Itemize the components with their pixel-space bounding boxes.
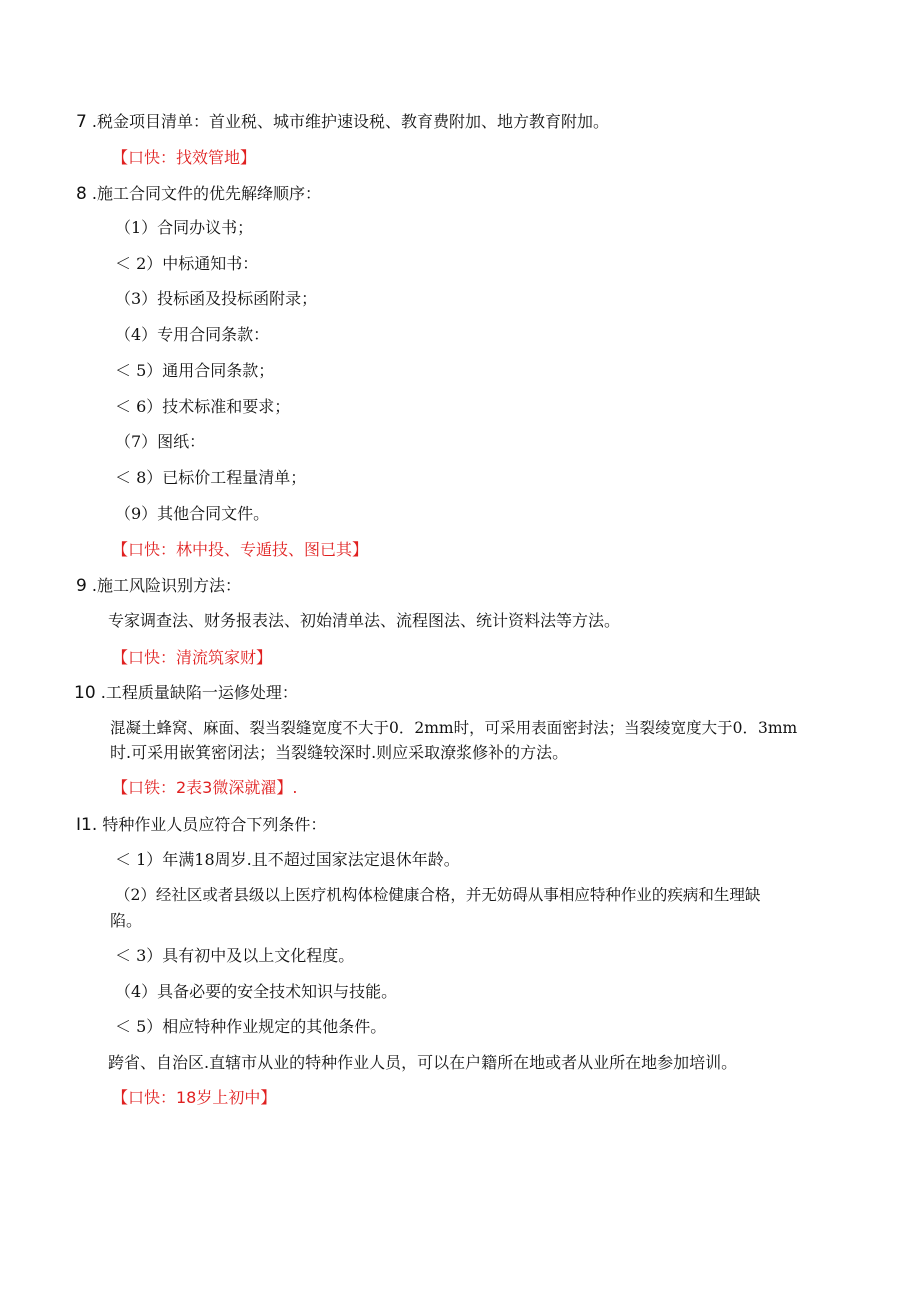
section-10-heading [74, 682, 298, 704]
section-11-body: 跨省、自治区.直辖市从业的特种作业人员，可以在户籍所在地或者从业所在地参加培训。 [108, 1053, 738, 1072]
section-11-item-2: （2）经社区或者县级以上医疗机构体检健康合格，并无妨碍从事相应特种作业的疾病和生理缺 [115, 886, 761, 904]
section-7-title: .税金项目清单：首业税、城市维护速设税、教育费附加、地方教育附加。 [91, 112, 610, 131]
section-10-body-line-2: 时.可采用嵌箕密闭法；当裂缝较深时.则应采取潦浆修补的方法。 [110, 743, 569, 762]
section-8-heading [76, 183, 321, 205]
section-8-mnemonic: 【口快：林中投、专遁技、图已其】 [112, 540, 369, 559]
section-7-heading [76, 111, 609, 133]
section-9-title: .施工风险识别方法： [91, 576, 242, 595]
section-10-mnemonic: 【口铁：2表3微深就濯】. [112, 778, 298, 797]
section-11-title: 特种作业人员应符合下列条件： [102, 815, 327, 834]
section-8-item-5: ＜ 5）通用合同条款； [115, 361, 275, 380]
section-8-item-1: （1）合同办议书； [115, 218, 254, 237]
section-8-item-2: ＜ 2）中标通知书： [115, 254, 259, 273]
section-10-number: 10 [74, 683, 96, 703]
section-7-mnemonic: 【口快：找效管地】 [112, 148, 257, 167]
section-11-mnemonic: 【口快：18岁上初中】 [112, 1088, 277, 1107]
section-7-number: 7 [76, 112, 87, 132]
section-11-item-3: ＜ 3）具有初中及以上文化程度。 [115, 946, 355, 965]
section-8-title: .施工合同文件的优先解绛顺序： [91, 184, 322, 203]
section-11-item-2-cont: 陷。 [110, 911, 143, 930]
section-8-item-3: （3）投标函及投标函附录； [115, 289, 318, 308]
section-11-heading [76, 814, 326, 836]
section-8-item-6: ＜ 6）技术标准和要求； [115, 397, 291, 416]
section-8-item-8: ＜ 8）已标价工程量清单； [115, 468, 307, 487]
section-11-item-5: ＜ 5）相应特种作业规定的其他条件。 [115, 1017, 387, 1036]
section-10-title: .工程质量缺陷一运修处理： [100, 683, 298, 702]
section-8-item-4: （4）专用合同条款： [115, 325, 270, 344]
section-9-mnemonic: 【口快：清流筑家财】 [112, 648, 273, 667]
section-9-heading [76, 575, 241, 597]
section-8-number: 8 [76, 184, 87, 204]
section-11-number: I1. [76, 815, 98, 835]
section-9-body: 专家调查法、财务报表法、初始清单法、流程图法、统计资料法等方法。 [108, 611, 621, 630]
section-8-item-9: （9）其他合同文件。 [115, 504, 270, 523]
section-8-item-7: （7）图纸： [115, 432, 206, 451]
section-10-body-line-1: 混凝土蜂窝、麻面、裂当裂缝宽度不大于0．2mm时，可采用表面密封法；当裂绫宽度大于0．3mm [110, 719, 798, 737]
section-11-item-4: （4）具备必要的安全技术知识与技能。 [115, 982, 398, 1001]
section-9-number: 9 [76, 576, 87, 596]
section-11-item-1: ＜ 1）年满18周岁.且不超过国家法定退休年龄。 [115, 850, 460, 869]
